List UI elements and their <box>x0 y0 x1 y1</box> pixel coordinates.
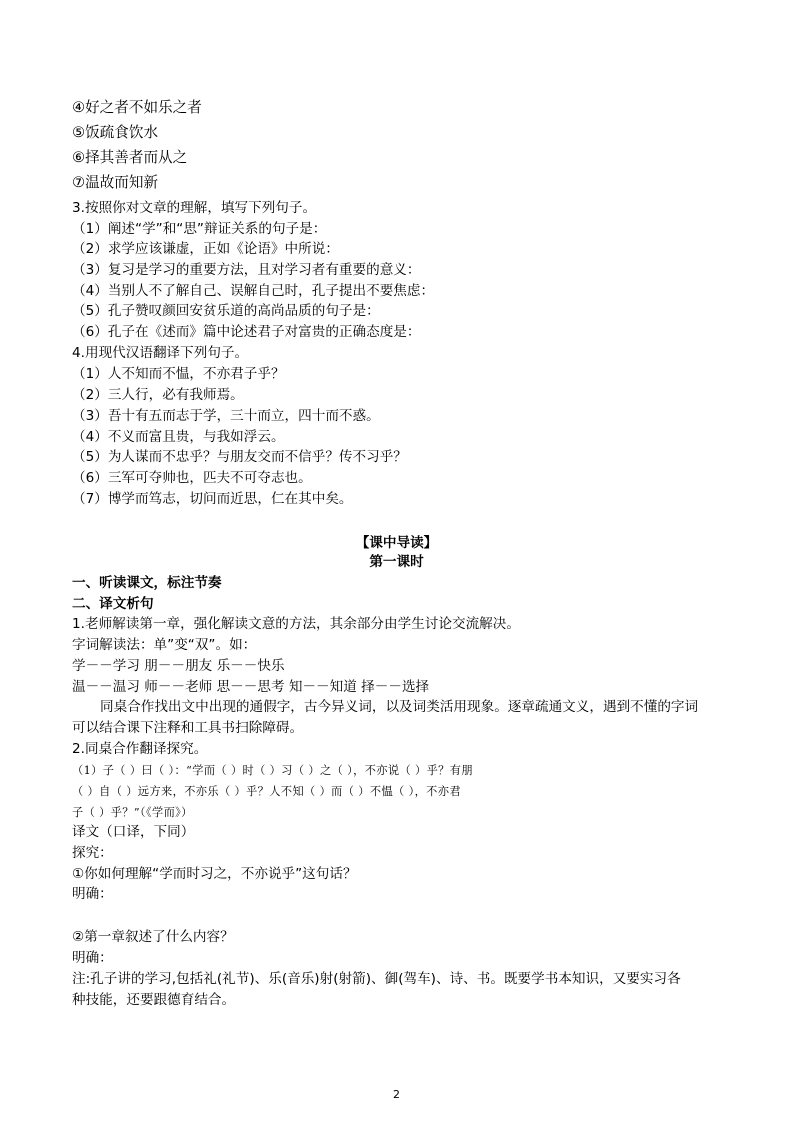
note-line-2: 种技能，还要跟德育结合。 <box>72 992 236 1008</box>
word-method-text: 字词解读法：单”变“双”。如： <box>72 637 257 653</box>
q3-item-2: （2）求学应该谦虚，正如《论语》中所说： <box>72 241 339 257</box>
explore-question-1: ①你如何理解“学而时习之，不亦说乎”这句话？ <box>72 866 357 882</box>
q4-item-6: （6）三军可夺帅也，匹夫不可夺志也。 <box>72 470 312 486</box>
q4-item-1: （1）人不知而不愠，不亦君子乎？ <box>72 366 285 382</box>
page-number: 2 <box>393 1088 400 1101</box>
note-line-1: 注:孔子讲的学习,包括礼(礼节)、乐(音乐)射(射箭)、御(驾车)、诗、书。既要学书本知识，又要实习各 <box>72 971 681 987</box>
part-2-heading: 二、译文析句 <box>72 596 154 612</box>
section-title: 【课中导读】 <box>355 535 438 551</box>
q3-item-6: （6）孔子在《述而》篇中论述君子对富贵的正确态度是： <box>72 324 421 340</box>
item-7-text: ⑦温故而知新 <box>72 174 159 191</box>
q3-item-3: （3）复习是学习的重要方法，且对学习者有重要的意义： <box>72 262 421 278</box>
fill-blank-line-1: （1）子（ ）曰（ ）：“学而（ ）时（ ）习（ ）之（ ），不亦说（ ）乎？有朋 <box>72 764 473 777</box>
lesson-title: 第一课时 <box>369 554 424 570</box>
q4-item-5: （5）为人谋而不忠乎？与朋友交而不信乎？传不习乎？ <box>72 449 407 465</box>
q4-item-4: （4）不义而富且贵，与我如浮云。 <box>72 429 285 445</box>
fill-blank-line-2: （ ）自（ ）远方来，不亦乐（ ）乎？人不知（ ）而（ ）不愠（ ），不亦君 <box>72 785 461 798</box>
step-2-text: 2.同桌合作翻译探究。 <box>72 741 208 757</box>
explore-question-2: ②第一章叙述了什么内容？ <box>72 929 234 945</box>
step-1-text: 1.老师解读第一章，强化解读文意的方法，其余部分由学生讨论交流解决。 <box>72 616 520 632</box>
explore-label: 探究： <box>72 845 113 861</box>
q3-item-1: （1）阐述“学”和“思”辩证关系的句子是： <box>72 221 327 237</box>
question-3-heading: 3.按照你对文章的理解，填写下列句子。 <box>72 200 317 216</box>
word-pairs-row-2: 温－－温习 师－－老师 思－－思考 知－－知道 择－－选择 <box>72 679 430 695</box>
paragraph-line-1: 同桌合作找出文中出现的通假字，古今异义词，以及词类活用现象。逐章疏通文义，遇到不懂的字词 <box>100 699 699 715</box>
answer-label-2: 明确： <box>72 950 113 966</box>
answer-label-1: 明确： <box>72 886 113 902</box>
paragraph-line-2: 可以结合课下注释和工具书扫除障碍。 <box>72 720 304 736</box>
item-4-text: ④好之者不如乐之者 <box>72 99 202 116</box>
question-4-heading: 4.用现代汉语翻译下列句子。 <box>72 345 249 361</box>
q4-item-7: （7）博学而笃志，切问而近思，仁在其中矣。 <box>72 491 353 507</box>
q4-item-2: （2）三人行，必有我师焉。 <box>72 387 244 403</box>
q4-item-3: （3）吾十有五而志于学，三十而立，四十而不惑。 <box>72 408 380 424</box>
item-6-text: ⑥择其善者而从之 <box>72 149 188 166</box>
part-1-heading: 一、听读课文，标注节奏 <box>72 575 222 591</box>
q3-item-5: （5）孔子赞叹颜回安贫乐道的高尚品质的句子是： <box>72 303 380 319</box>
q3-item-4: （4）当别人不了解自己、误解自己时，孔子提出不要焦虑： <box>72 283 435 299</box>
item-5-text: ⑤饭疏食饮水 <box>72 124 159 141</box>
fill-blank-line-3: 子（ ）乎？”（《学而》） <box>72 806 193 819</box>
translation-label: 译文（口译，下同） <box>72 824 195 840</box>
word-pairs-row-1: 学－－学习 朋－－朋友 乐－－快乐 <box>72 658 285 674</box>
